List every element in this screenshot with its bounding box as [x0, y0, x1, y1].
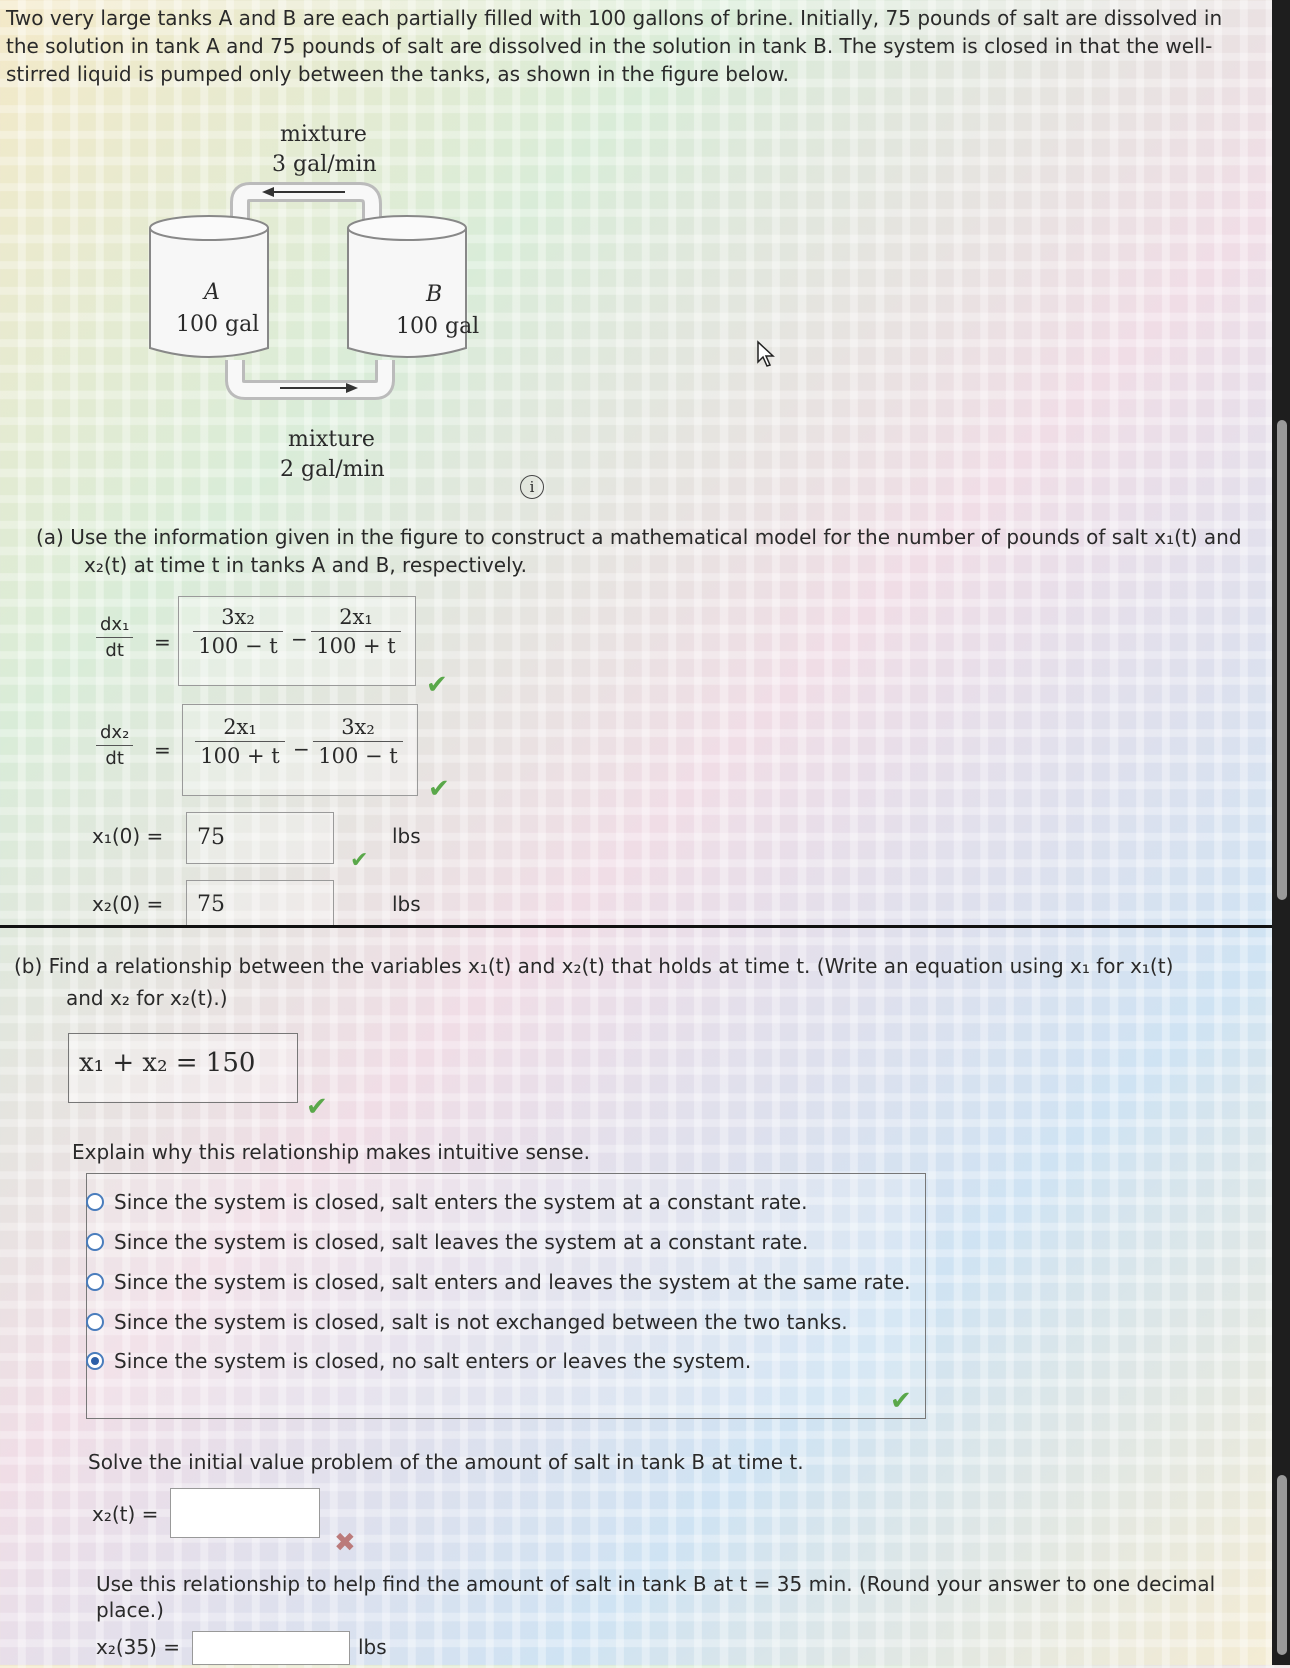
bottom-scrollbar-thumb[interactable] [1277, 1475, 1287, 1655]
x2-initial-input[interactable] [186, 880, 334, 926]
solve-prompt: Solve the initial value problem of the amount of salt in tank B at time t. [88, 1450, 804, 1474]
x1-initial-check-icon: ✔ [350, 848, 369, 873]
option-radio-3[interactable] [86, 1313, 104, 1331]
x2-initial-label: x₂(0) = [92, 892, 164, 916]
option-text-4: Since the system is closed, no salt enters or leaves the system. [114, 1349, 752, 1373]
x2-initial-value: 75 [197, 892, 225, 917]
x1-initial-label: x₁(0) = [92, 824, 164, 848]
x1-initial-value: 75 [197, 825, 225, 850]
use-prompt-line-2: place.) [96, 1598, 164, 1622]
top-scrollbar-thumb[interactable] [1277, 420, 1287, 900]
eq2-correct-check-icon: ✔ [428, 774, 450, 804]
option-radio-2[interactable] [86, 1273, 104, 1291]
use-prompt-line-1: Use this relationship to help find the amount of salt in tank B at t = 35 min. (Round your answer to one decimal [96, 1572, 1216, 1596]
bottom-flow-label: mixture [288, 427, 375, 452]
option-radio-0[interactable] [86, 1193, 104, 1211]
option-row-0[interactable] [86, 1190, 807, 1214]
option-text-3: Since the system is closed, salt is not exchanged between the two tanks. [114, 1310, 848, 1334]
top-flow-label: mixture [280, 122, 367, 147]
relationship-check-icon: ✔ [306, 1092, 328, 1122]
eq2-lhs: $\frac{\text{dx₂}}{dt}$ [96, 722, 133, 769]
option-row-3[interactable] [86, 1310, 848, 1334]
tank-b-name: B [426, 282, 443, 307]
top-scrollbar[interactable] [1272, 0, 1290, 925]
eq2-term1: $\frac{\text{2x₁}}{100 + t}$ [195, 715, 285, 768]
tank-a-name: A [204, 280, 220, 305]
part-b-prompt-line-1: (b) Find a relationship between the variables x₁(t) and x₂(t) that holds at time t. (Write an equation using x₁ for x₁(t) [14, 954, 1174, 978]
tank-a-volume: 100 gal [176, 312, 260, 337]
option-text-0: Since the system is closed, salt enters the system at a constant rate. [114, 1190, 808, 1214]
tank-diagram [130, 180, 530, 430]
x2t-incorrect-icon: ✖ [334, 1528, 356, 1558]
eq1-answer-box[interactable] [178, 596, 416, 686]
eq2-term2: $\frac{\text{3x₂}}{100 - t}$ [313, 715, 403, 768]
eq2-minus: − [293, 737, 310, 761]
eq2-answer-box[interactable] [182, 704, 418, 796]
problem-intro-line-3: stirred liquid is pumped only between the tanks, as shown in the figure below. [6, 62, 789, 86]
problem-intro-line-2: the solution in tank A and 75 pounds of salt are dissolved in the solution in tank B. The system is closed in that the well- [6, 34, 1213, 58]
option-row-4[interactable] [86, 1349, 751, 1373]
relationship-value: x₁ + x₂ = 150 [79, 1048, 256, 1078]
option-row-1[interactable] [86, 1230, 808, 1254]
mouse-cursor-icon [756, 340, 778, 368]
problem-intro-line-1: Two very large tanks A and B are each partially filled with 100 gallons of brine. Initially, 75 pounds of salt are dissolved in [6, 6, 1223, 30]
eq1-equals: = [154, 630, 171, 654]
part-b-prompt-line-2: and x₂ for x₂(t).) [66, 986, 228, 1010]
x2t-label: x₂(t) = [92, 1502, 159, 1526]
eq2-equals: = [154, 738, 171, 762]
option-text-1: Since the system is closed, salt leaves the system at a constant rate. [114, 1230, 809, 1254]
x2-initial-unit: lbs [392, 892, 421, 916]
eq1-term2: $\frac{\text{2x₁}}{100 + t}$ [311, 605, 401, 658]
eq1-minus: − [291, 627, 308, 651]
x2-35-label: x₂(35) = [96, 1635, 181, 1659]
eq1-correct-check-icon: ✔ [426, 670, 448, 700]
option-text-2: Since the system is closed, salt enters and leaves the system at the same rate. [114, 1270, 911, 1294]
eq1-lhs: $\frac{\text{dx₁}}{dt}$ [96, 614, 133, 661]
top-flow-rate: 3 gal/min [272, 152, 377, 177]
option-radio-1[interactable] [86, 1233, 104, 1251]
part-a-prompt-line-2: x₂(t) at time t in tanks A and B, respectively. [84, 553, 527, 577]
x1-initial-unit: lbs [392, 824, 421, 848]
explain-prompt: Explain why this relationship makes intuitive sense. [72, 1140, 590, 1164]
bottom-scrollbar[interactable] [1272, 925, 1290, 1665]
eq1-term1: $\frac{\text{3x₂}}{100 - t}$ [193, 605, 283, 658]
bottom-flow-rate: 2 gal/min [280, 457, 385, 482]
tank-b-volume: 100 gal [396, 314, 480, 339]
option-radio-4-selected[interactable] [86, 1352, 104, 1370]
explanation-check-icon: ✔ [890, 1386, 912, 1416]
x2t-input[interactable] [170, 1488, 320, 1538]
x2-35-input[interactable] [192, 1631, 350, 1665]
info-icon[interactable]: i [520, 475, 544, 499]
option-row-2[interactable] [86, 1270, 911, 1294]
x1-initial-input[interactable] [186, 812, 334, 864]
relationship-answer-box[interactable] [68, 1033, 298, 1103]
x2-35-unit: lbs [358, 1635, 387, 1659]
part-a-prompt-line-1: (a) Use the information given in the figure to construct a mathematical model for the number of pounds of salt x₁(t) and [36, 525, 1242, 549]
bottom-panel [0, 925, 1290, 1668]
